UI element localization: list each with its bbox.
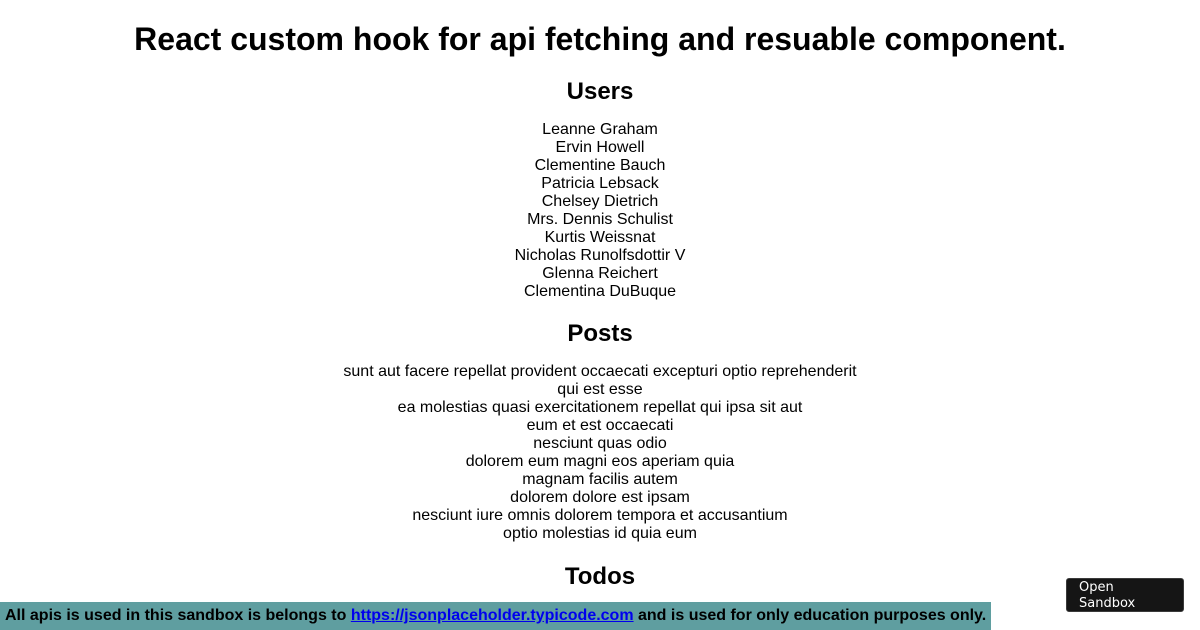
post-item: nesciunt quas odio: [533, 435, 667, 452]
post-item: nesciunt iure omnis dolorem tempora et accusantium: [412, 507, 788, 524]
post-item: qui est esse: [557, 381, 643, 398]
user-item: Clementine Bauch: [534, 157, 666, 174]
user-item: Leanne Graham: [542, 121, 658, 138]
todos-heading: Todos: [564, 563, 636, 590]
user-item: Ervin Howell: [555, 139, 645, 156]
post-item: magnam facilis autem: [522, 471, 678, 488]
user-item: Patricia Lebsack: [541, 175, 659, 192]
users-heading: Users: [566, 78, 634, 105]
jsonplaceholder-link[interactable]: https://jsonplaceholder.typicode.com: [350, 607, 634, 624]
users-list: [0, 121, 1200, 301]
user-item: Clementina DuBuque: [523, 283, 677, 300]
posts-heading: Posts: [567, 320, 633, 347]
page-title: React custom hook for api fetching and resuable component.: [134, 21, 1066, 57]
post-item: eum et est occaecati: [526, 417, 674, 434]
open-sandbox-button[interactable]: Open Sandbox: [1066, 578, 1184, 612]
footer-text-before: All apis is used in this sandbox is belongs to: [5, 607, 351, 624]
footer-text-after: and is used for only education purposes only.: [633, 607, 987, 624]
user-item: Glenna Reichert: [542, 265, 658, 282]
post-item: sunt aut facere repellat provident occaecati excepturi optio reprehenderit: [343, 363, 857, 380]
post-item: optio molestias id quia eum: [503, 525, 697, 542]
posts-list: [0, 363, 1200, 543]
user-item: Nicholas Runolfsdottir V: [514, 247, 686, 264]
footer-banner: [0, 602, 991, 630]
post-item: dolorem eum magni eos aperiam quia: [465, 453, 735, 470]
user-item: Mrs. Dennis Schulist: [527, 211, 673, 228]
user-item: Kurtis Weissnat: [544, 229, 656, 246]
post-item: dolorem dolore est ipsam: [510, 489, 690, 506]
user-item: Chelsey Dietrich: [541, 193, 659, 210]
post-item: ea molestias quasi exercitationem repellat qui ipsa sit aut: [397, 399, 803, 416]
